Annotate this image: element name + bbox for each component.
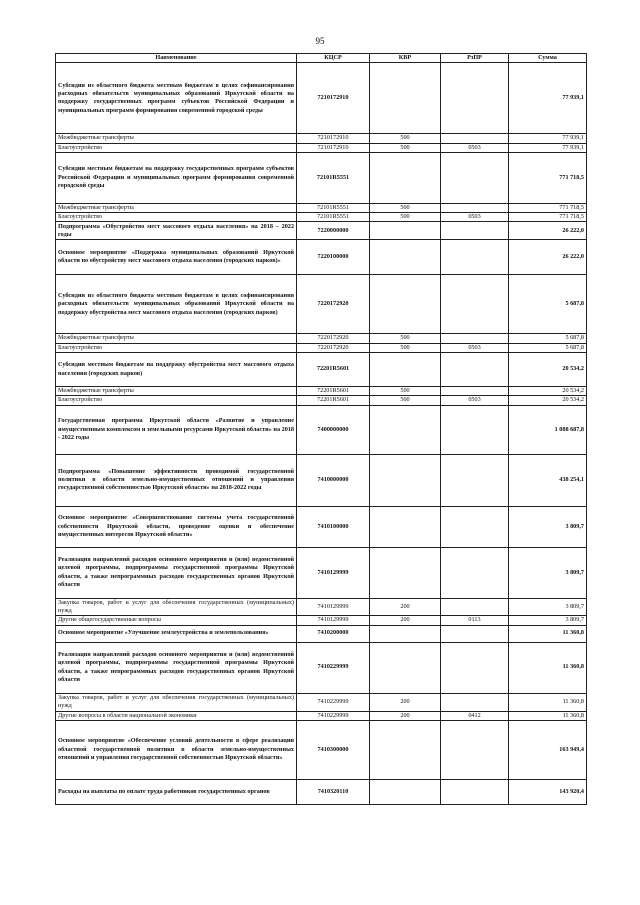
table-row xyxy=(56,396,587,405)
cell-name: Подпрограмма «Повышение эффективности проводимой государственной политики в области земельно-имущественных отношений и управления государственной собственностью Иркутской области» на 2018-2022 годы xyxy=(56,454,297,506)
cell-name: Благоустройство xyxy=(56,143,297,152)
cell-kcsr: 72101R5551 xyxy=(297,213,370,222)
cell-sum: 771 718,5 xyxy=(509,213,587,222)
table-row xyxy=(56,616,587,625)
cell-kcsr: 7410320110 xyxy=(297,779,370,804)
cell-kcsr: 72101R5551 xyxy=(297,203,370,212)
cell-name: Закупка товаров, работ и услуг для обеспечения государственных (муниципальных) нужд xyxy=(56,693,297,711)
cell-kvr xyxy=(370,63,441,134)
cell-kvr: 200 xyxy=(370,693,441,711)
cell-kcsr: 7400000000 xyxy=(297,405,370,454)
table-row xyxy=(56,222,587,240)
cell-kcsr: 7410300000 xyxy=(297,720,370,779)
cell-name: Субсидии из областного бюджета местным бюджетам в целях софинансирования расходных обязательств муниципальных образований Иркутской области на поддержку государственных программ субъектов Российской Федерации и муниципальных программ формирования современной городской среды xyxy=(56,63,297,134)
cell-kvr xyxy=(370,506,441,547)
cell-kcsr: 7410000000 xyxy=(297,454,370,506)
cell-rzpr xyxy=(441,203,509,212)
cell-kvr xyxy=(370,275,441,334)
cell-rzpr xyxy=(441,779,509,804)
cell-rzpr xyxy=(441,506,509,547)
cell-kvr: 500 xyxy=(370,387,441,396)
header-rzpr: РзПР xyxy=(441,54,509,63)
cell-sum: 77 939,1 xyxy=(509,63,587,134)
cell-kvr xyxy=(370,222,441,240)
cell-sum: 3 809,7 xyxy=(509,506,587,547)
cell-kcsr: 72201R5601 xyxy=(297,387,370,396)
cell-kvr: 200 xyxy=(370,598,441,616)
cell-kcsr: 7220172920 xyxy=(297,343,370,352)
cell-rzpr: 0503 xyxy=(441,396,509,405)
cell-sum: 771 718,5 xyxy=(509,152,587,203)
table-row xyxy=(56,506,587,547)
cell-kvr: 500 xyxy=(370,213,441,222)
cell-name: Основное мероприятие «Поддержка муниципальных образований Иркутской области по обустройству мест массового отдыха населения (городских парков)» xyxy=(56,240,297,275)
table-row xyxy=(56,387,587,396)
cell-sum: 143 920,4 xyxy=(509,779,587,804)
cell-rzpr xyxy=(441,720,509,779)
table-row xyxy=(56,203,587,212)
table-row xyxy=(56,143,587,152)
cell-rzpr xyxy=(441,625,509,642)
cell-sum: 3 809,7 xyxy=(509,547,587,598)
cell-sum: 26 222,0 xyxy=(509,240,587,275)
cell-name: Основное мероприятие «Обеспечение условий деятельности в сфере реализации областной государственной политики в области земельно-имущественных отношений и управления государственной собственностью Иркутской области» xyxy=(56,720,297,779)
table-header-row xyxy=(56,54,587,63)
cell-kcsr: 72201R5601 xyxy=(297,353,370,387)
cell-name: Другие вопросы в области национальной экономики xyxy=(56,711,297,720)
cell-name: Межбюджетные трансферты xyxy=(56,134,297,143)
table-row xyxy=(56,275,587,334)
cell-sum: 11 360,8 xyxy=(509,693,587,711)
cell-name: Реализация направлений расходов основного мероприятия и (или) ведомственной целевой программы, подпрограммы государственной программы Иркутской области, а также непрограммных расходов государственных органов Иркутской области xyxy=(56,642,297,693)
table-row xyxy=(56,343,587,352)
cell-kcsr: 72101R5551 xyxy=(297,152,370,203)
table-row xyxy=(56,134,587,143)
cell-sum: 20 534,2 xyxy=(509,353,587,387)
cell-sum: 3 809,7 xyxy=(509,598,587,616)
cell-kvr xyxy=(370,547,441,598)
cell-name: Благоустройство xyxy=(56,213,297,222)
table-row xyxy=(56,598,587,616)
table-row xyxy=(56,720,587,779)
cell-kvr: 200 xyxy=(370,711,441,720)
cell-kcsr: 7210172910 xyxy=(297,63,370,134)
cell-kcsr: 7220000000 xyxy=(297,222,370,240)
cell-rzpr xyxy=(441,152,509,203)
cell-kvr xyxy=(370,454,441,506)
cell-rzpr xyxy=(441,222,509,240)
cell-sum: 77 939,1 xyxy=(509,143,587,152)
table-row xyxy=(56,454,587,506)
cell-rzpr xyxy=(441,240,509,275)
cell-name: Межбюджетные трансферты xyxy=(56,387,297,396)
cell-kvr: 500 xyxy=(370,143,441,152)
cell-kcsr: 7410229999 xyxy=(297,642,370,693)
table-row xyxy=(56,213,587,222)
cell-rzpr xyxy=(441,334,509,343)
cell-kcsr: 72201R5601 xyxy=(297,396,370,405)
cell-rzpr xyxy=(441,63,509,134)
table-row xyxy=(56,547,587,598)
table-row xyxy=(56,240,587,275)
cell-name: Подпрограмма «Обустройство мест массового отдыха населения» на 2018 – 2022 годы xyxy=(56,222,297,240)
cell-rzpr: 0113 xyxy=(441,616,509,625)
cell-kvr xyxy=(370,240,441,275)
cell-rzpr: 0503 xyxy=(441,343,509,352)
cell-kvr: 500 xyxy=(370,343,441,352)
cell-name: Межбюджетные трансферты xyxy=(56,203,297,212)
cell-kcsr: 7410200000 xyxy=(297,625,370,642)
cell-kvr xyxy=(370,642,441,693)
cell-rzpr xyxy=(441,547,509,598)
cell-kvr xyxy=(370,625,441,642)
header-name: Наименование xyxy=(56,54,297,63)
cell-sum: 26 222,0 xyxy=(509,222,587,240)
cell-rzpr xyxy=(441,642,509,693)
cell-sum: 20 534,2 xyxy=(509,387,587,396)
cell-kcsr: 7220172920 xyxy=(297,334,370,343)
cell-rzpr xyxy=(441,598,509,616)
cell-sum: 20 534,2 xyxy=(509,396,587,405)
table-body xyxy=(56,63,587,805)
cell-name: Реализация направлений расходов основного мероприятия и (или) ведомственной целевой программы, подпрограммы государственной программы Иркутской области, а также непрограммных расходов государственных органов Иркутской области xyxy=(56,547,297,598)
cell-sum: 3 809,7 xyxy=(509,616,587,625)
header-kcsr: КЦСР xyxy=(297,54,370,63)
cell-name: Субсидии местным бюджетам на поддержку обустройства мест массового отдыха населения (городских парков) xyxy=(56,353,297,387)
cell-rzpr xyxy=(441,353,509,387)
header-sum: Сумма xyxy=(509,54,587,63)
cell-kcsr: 7410229999 xyxy=(297,693,370,711)
cell-kvr: 500 xyxy=(370,334,441,343)
cell-kvr xyxy=(370,353,441,387)
table-row xyxy=(56,711,587,720)
page-number: 95 xyxy=(315,36,325,46)
cell-name: Межбюджетные трансферты xyxy=(56,334,297,343)
cell-sum: 11 360,8 xyxy=(509,625,587,642)
cell-name: Субсидии из областного бюджета местным бюджетам в целях софинансирования расходных обязательств муниципальных образований Иркутской области на поддержку обустройства мест массового отдыха населения (городских парков) xyxy=(56,275,297,334)
cell-kvr xyxy=(370,779,441,804)
cell-kcsr: 7220172920 xyxy=(297,275,370,334)
cell-rzpr xyxy=(441,275,509,334)
cell-kvr xyxy=(370,720,441,779)
cell-kvr: 500 xyxy=(370,203,441,212)
cell-sum: 771 718,5 xyxy=(509,203,587,212)
cell-sum: 1 088 687,8 xyxy=(509,405,587,454)
table-row xyxy=(56,405,587,454)
cell-rzpr: 0503 xyxy=(441,213,509,222)
cell-rzpr xyxy=(441,454,509,506)
cell-rzpr xyxy=(441,405,509,454)
cell-name: Закупка товаров, работ и услуг для обеспечения государственных (муниципальных) нужд xyxy=(56,598,297,616)
budget-table xyxy=(55,53,587,805)
cell-kvr: 500 xyxy=(370,396,441,405)
cell-kvr: 500 xyxy=(370,134,441,143)
cell-kvr: 200 xyxy=(370,616,441,625)
cell-kcsr: 7410129999 xyxy=(297,616,370,625)
cell-kcsr: 7410129999 xyxy=(297,598,370,616)
cell-name: Субсидии местным бюджетам на поддержку государственных программ субъектов Российской Федерации и муниципальных программ формирования современной городской среды xyxy=(56,152,297,203)
table-row xyxy=(56,353,587,387)
cell-kcsr: 7210172910 xyxy=(297,143,370,152)
table-row xyxy=(56,334,587,343)
cell-kvr xyxy=(370,152,441,203)
cell-name: Благоустройство xyxy=(56,396,297,405)
table-row xyxy=(56,693,587,711)
cell-name: Другие общегосударственные вопросы xyxy=(56,616,297,625)
cell-name: Расходы на выплаты по оплате труда работников государственных органов xyxy=(56,779,297,804)
cell-sum: 438 254,1 xyxy=(509,454,587,506)
cell-name: Основное мероприятие «Улучшение землеустройства и землепользования» xyxy=(56,625,297,642)
cell-kcsr: 7410100000 xyxy=(297,506,370,547)
cell-kcsr: 7410229999 xyxy=(297,711,370,720)
cell-rzpr xyxy=(441,134,509,143)
cell-sum: 5 687,8 xyxy=(509,275,587,334)
cell-sum: 77 939,1 xyxy=(509,134,587,143)
cell-sum: 11 360,8 xyxy=(509,711,587,720)
cell-name: Государственная программа Иркутской области «Развитие и управление имущественным комплексом и земельными ресурсами Иркутской области» на 2018 - 2022 годы xyxy=(56,405,297,454)
table-row xyxy=(56,63,587,134)
cell-rzpr: 0412 xyxy=(441,711,509,720)
cell-sum: 5 687,8 xyxy=(509,343,587,352)
cell-kvr xyxy=(370,405,441,454)
cell-kcsr: 7410129999 xyxy=(297,547,370,598)
cell-rzpr xyxy=(441,693,509,711)
cell-name: Основное мероприятие «Совершенствование системы учета государственной собственности Иркутской области, проведение оценки и обеспечение имущественных интересов Иркутской области» xyxy=(56,506,297,547)
cell-kcsr: 7210172910 xyxy=(297,134,370,143)
cell-sum: 11 360,8 xyxy=(509,642,587,693)
cell-rzpr xyxy=(441,387,509,396)
header-kvr: КВР xyxy=(370,54,441,63)
table-row xyxy=(56,625,587,642)
table-row xyxy=(56,779,587,804)
cell-rzpr: 0503 xyxy=(441,143,509,152)
cell-kcsr: 7220100000 xyxy=(297,240,370,275)
cell-name: Благоустройство xyxy=(56,343,297,352)
table-row xyxy=(56,642,587,693)
table-row xyxy=(56,152,587,203)
cell-sum: 163 949,4 xyxy=(509,720,587,779)
cell-sum: 5 687,8 xyxy=(509,334,587,343)
